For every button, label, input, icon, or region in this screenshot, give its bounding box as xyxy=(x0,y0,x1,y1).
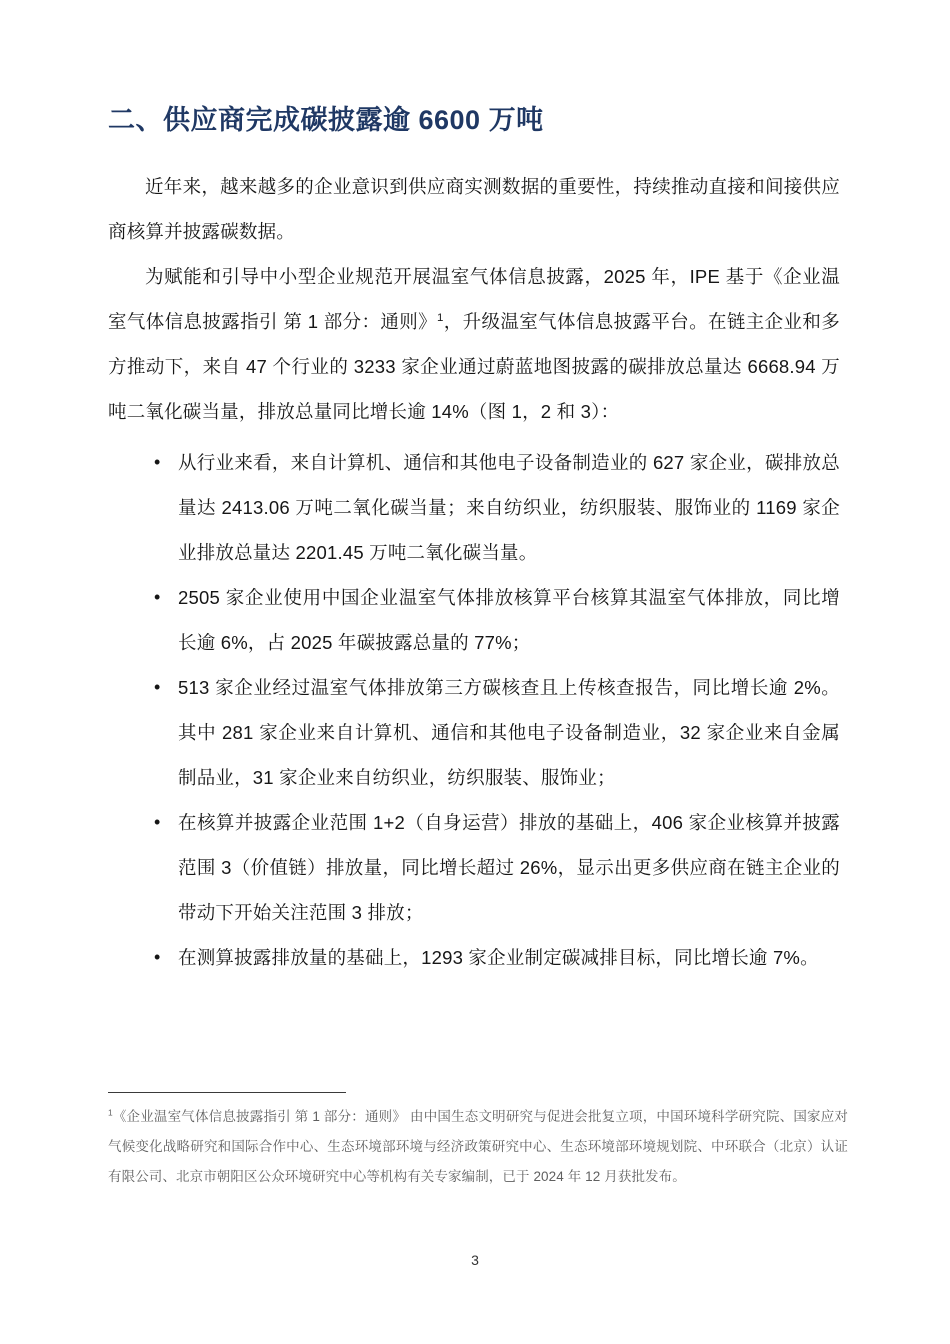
list-item: • 从行业来看，来自计算机、通信和其他电子设备制造业的 627 家企业，碳排放总量达 2413.06 万吨二氧化碳当量；来自纺织业，纺织服装、服饰业的 1169 家企业排放总量达 2201.45 万吨二氧化碳当量。 xyxy=(108,440,840,575)
list-item: • 在测算披露排放量的基础上，1293 家企业制定碳减排目标，同比增长逾 7%。 xyxy=(108,935,840,980)
footnote-text: 《企业温室气体信息披露指引 第 1 部分：通则》 由中国生态文明研究与促进会批复立项，中国环境科学研究院、国家应对气候变化战略研究和国际合作中心、生态环境部环境与经济政策研究中心、生态环境部环境规划院、中环联合（北京）认证有限公司、北京市朝阳区公众环境研究中心等机构有关专家编制，已于 2024 年 12 月获批发布。 xyxy=(108,1109,848,1184)
paragraph-intro: 近年来，越来越多的企业意识到供应商实测数据的重要性，持续推动直接和间接供应商核算并披露碳数据。 xyxy=(108,175,840,242)
paragraph-platform-part2: ，升级温室气体信息披露平台。在链主企业和多方推动下，来自 47 个行业的 3233 家企业通过蔚蓝地图披露的碳排放总量达 6668.94 万吨二氧化碳当量，排放总量同比增长逾 14%（图 1，2 和 3）： xyxy=(108,310,840,422)
page-title: 二、供应商完成碳披露逾 6600 万吨 xyxy=(108,105,544,135)
page-number: 3 xyxy=(471,1252,479,1268)
footnote-entry xyxy=(108,1102,848,1192)
list-item: • 513 家企业经过温室气体排放第三方碳核查且上传核查报告，同比增长逾 2%。其中 281 家企业来自计算机、通信和其他电子设备制造业，32 家企业来自金属制品业，31 家企业来自纺织业，纺织服装、服饰业； xyxy=(108,665,840,800)
paragraph-platform xyxy=(108,254,840,434)
footnote-marker: 1 xyxy=(108,1107,113,1118)
list-item: • 在核算并披露企业范围 1+2（自身运营）排放的基础上，406 家企业核算并披露范围 3（价值链）排放量，同比增长超过 26%，显示出更多供应商在链主企业的带动下开始关注范围 3 排放； xyxy=(108,800,840,935)
page-content xyxy=(108,104,840,980)
paragraph-platform-part1: 为赋能和引导中小型企业规范开展温室气体信息披露，2025 年，IPE 基于《企业温室气体信息披露指引 第 1 部分：通则》 xyxy=(108,265,840,332)
list-item: • 2505 家企业使用中国企业温室气体排放核算平台核算其温室气体排放，同比增长逾 6%，占 2025 年碳披露总量的 77%； xyxy=(108,575,840,665)
footnote-area xyxy=(108,1092,848,1192)
footnote-reference-1[interactable]: 1 xyxy=(437,311,444,324)
footnote-separator xyxy=(108,1092,346,1093)
findings-list xyxy=(108,440,840,980)
